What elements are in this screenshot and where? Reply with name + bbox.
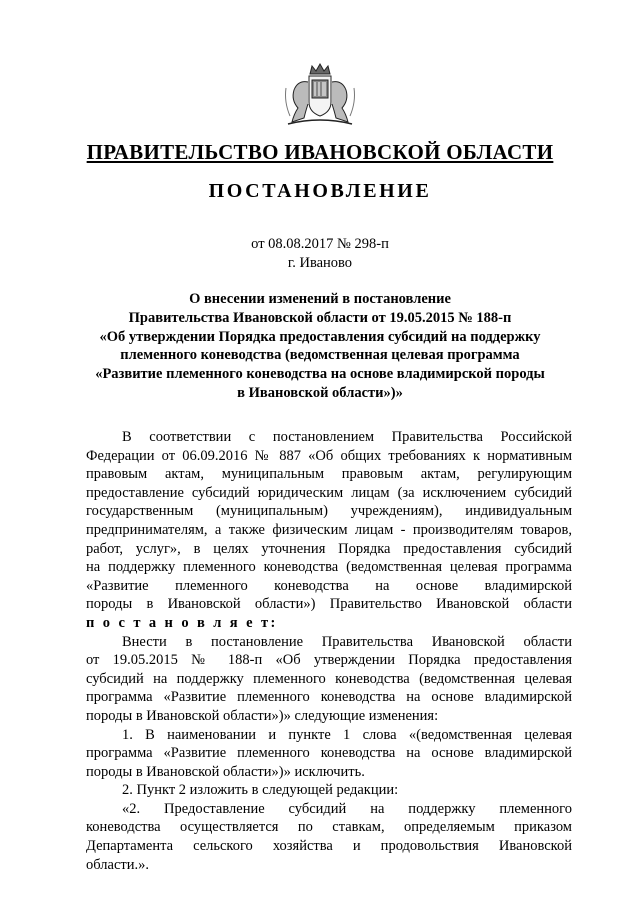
preamble-line: породы в Ивановской области») Правительство Ивановской области	[86, 596, 572, 613]
paragraph-line: породы в Ивановской области»)» следующие изменения:	[86, 707, 439, 724]
paragraph-line: субсидий на поддержку племенного коневодства (ведомственная целевая	[86, 670, 572, 687]
subject-line: «Об утверждении Порядка предоставления субсидий на поддержку	[99, 328, 541, 345]
subject-line: в Ивановской области»)»	[237, 384, 403, 401]
item-1-line: породы в Ивановской области»)» исключить.	[86, 763, 365, 780]
preamble-line: Федерации от 06.09.2016 № 887 «Об общих требованиях к нормативным	[86, 447, 572, 464]
preamble-line: «Развитие племенного коневодства на основе владимирской	[86, 577, 572, 594]
preamble-line: работ, услуг», в целях уточнения Порядка предоставления субсидий	[86, 540, 572, 557]
preamble-line: предпринимателям, а также физическим лицам - производителям товаров,	[86, 521, 572, 538]
preamble-line: государственным (муниципальным) учреждениям), индивидуальным	[86, 503, 572, 520]
item-1-line: 1. В наименовании и пункте 1 слова «(ведомственная целевая	[122, 726, 572, 743]
document-body	[86, 428, 572, 874]
paragraph-line: от 19.05.2015 № 188-п «Об утверждении Порядка предоставления	[86, 652, 572, 669]
document-type: ПОСТАНОВЛЕНИЕ	[208, 180, 432, 202]
item-1-line: программа «Развитие племенного коневодства на основе владимирской	[86, 745, 572, 762]
quote-line: Департамента сельского хозяйства и продовольствия Ивановской	[86, 838, 572, 855]
subject-line: О внесении изменений в постановление	[189, 291, 451, 307]
decree-word: п о с т а н о в л я е т:	[86, 614, 278, 631]
preamble-line: В соответствии с постановлением Правительства Российской	[122, 429, 572, 445]
subject-line: Правительства Ивановской области от 19.05.2015 № 188-п	[128, 309, 512, 326]
preamble-line: на поддержку племенного коневодства (ведомственная целевая программа	[86, 559, 572, 576]
preamble-line: правовым актам, муниципальным правовым актам, регулирующим	[86, 466, 572, 483]
quote-line: «2. Предоставление субсидий на поддержку племенного	[122, 800, 572, 817]
preamble-line: предоставление субсидий юридическим лицам (за исключением субсидий	[86, 484, 572, 501]
government-title: ПРАВИТЕЛЬСТВО ИВАНОВСКОЙ ОБЛАСТИ	[86, 140, 554, 164]
ivanovo-region-coat-of-arms-icon	[282, 62, 358, 128]
quote-line: коневодства осуществляется по ставкам, определяемым приказом	[86, 819, 572, 836]
document-city: г. Иваново	[287, 255, 353, 271]
subject-line: «Развитие племенного коневодства на основе владимирской породы	[95, 366, 545, 383]
paragraph-line: программа «Развитие племенного коневодства на основе владимирской	[86, 689, 572, 706]
item-2-line: 2. Пункт 2 изложить в следующей редакции:	[122, 782, 399, 799]
document-subject	[70, 290, 570, 403]
paragraph-line: Внести в постановление Правительства Ивановской области	[122, 633, 572, 650]
document-date-number: от 08.08.2017 № 298-п	[251, 236, 389, 252]
quote-line: области.».	[86, 856, 149, 873]
subject-line: племенного коневодства (ведомственная целевая программа	[120, 347, 520, 364]
